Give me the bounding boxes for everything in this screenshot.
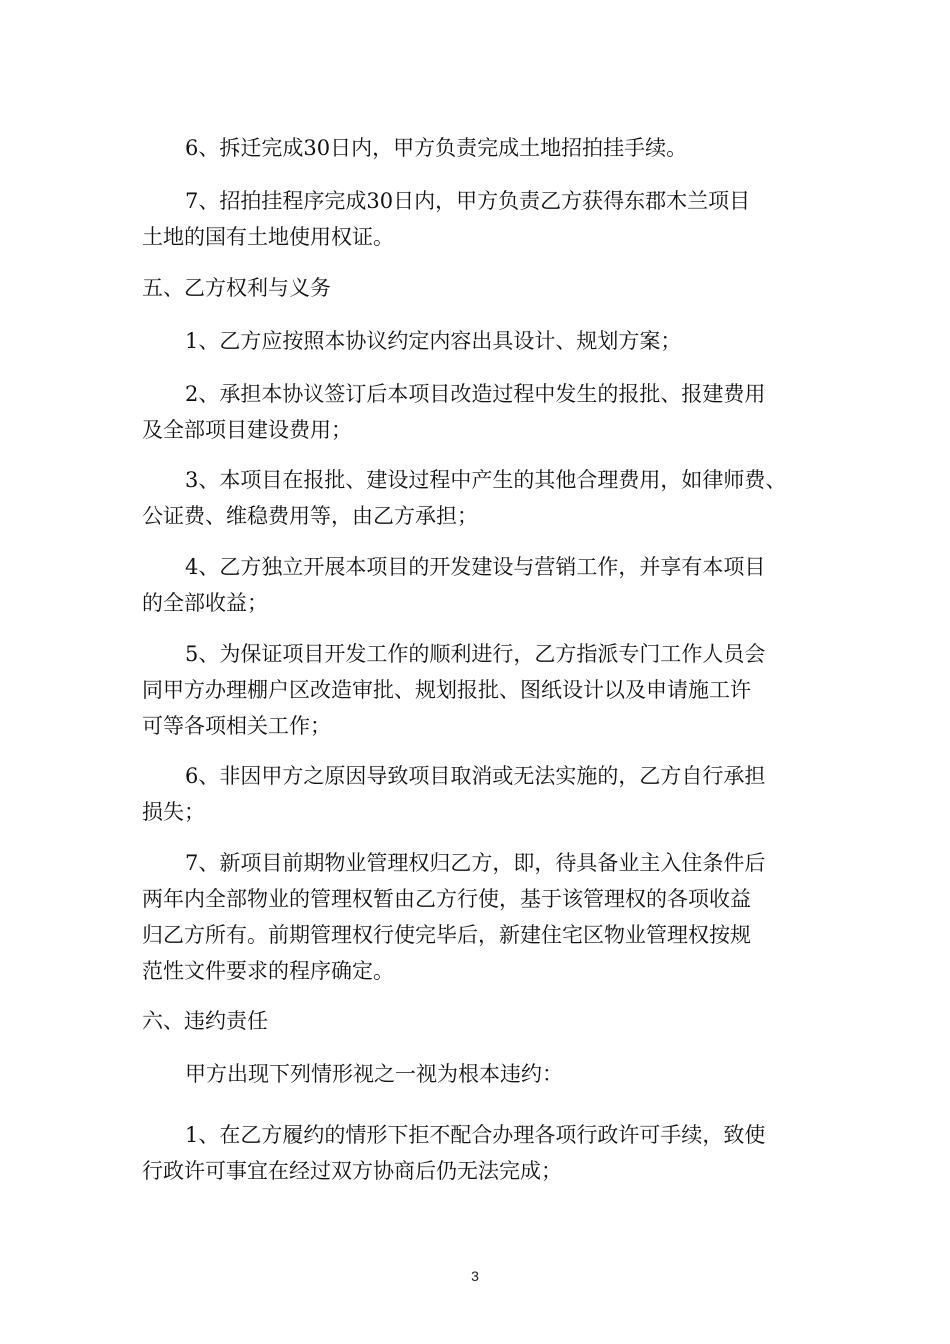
page-number: 3 [471, 1268, 479, 1284]
paragraph-line: 行政许可事宜在经过双方协商后仍无法完成； [142, 1159, 562, 1183]
paragraph-line: 公证费、维稳费用等，由乙方承担； [142, 504, 478, 528]
paragraph-line: 6、非因甲方之原因导致项目取消或无法实施的，乙方自行承担 [185, 764, 766, 788]
paragraph-clause-4-6 [142, 130, 822, 166]
paragraph-clause-5-7 [142, 845, 822, 989]
paragraph-line: 归乙方所有。前期管理权行使完毕后，新建住宅区物业管理权按规 [142, 923, 751, 947]
section-heading-6 [142, 1003, 822, 1039]
paragraph-line: 1、乙方应按照本协议约定内容出具设计、规划方案； [185, 329, 682, 353]
paragraph-line: 甲方出现下列情形视之一视为根本违约： [185, 1062, 563, 1086]
paragraph-breach-1 [142, 1117, 822, 1189]
paragraph-line: 7、招拍挂程序完成30日内，甲方负责乙方获得东郡木兰项目 [185, 189, 751, 213]
paragraph-clause-4-7 [142, 183, 822, 255]
paragraph-clause-5-3 [142, 462, 822, 534]
paragraph-line: 2、承担本协议签订后本项目改造过程中发生的报批、报建费用 [185, 382, 766, 406]
paragraph-line: 6、拆迁完成30日内，甲方负责完成土地招拍挂手续。 [185, 136, 688, 160]
section-heading-text: 六、违约责任 [142, 1009, 268, 1033]
paragraph-line: 4、乙方独立开展本项目的开发建设与营销工作，并享有本项目 [185, 555, 766, 579]
paragraph-line: 损失； [142, 800, 205, 824]
paragraph-line: 7、新项目前期物业管理权归乙方，即，待具备业主入住条件后 [185, 851, 766, 875]
paragraph-breach-intro [142, 1056, 822, 1092]
paragraph-line: 范性文件要求的程序确定。 [142, 959, 394, 983]
paragraph-clause-5-4 [142, 549, 822, 621]
paragraph-clause-5-1 [142, 323, 822, 359]
section-heading-5 [142, 270, 822, 306]
paragraph-line: 及全部项目建设费用； [142, 418, 352, 442]
paragraph-clause-5-5 [142, 636, 822, 744]
paragraph-line: 同甲方办理棚户区改造审批、规划报批、图纸设计以及申请施工许 [142, 678, 751, 702]
paragraph-clause-5-2 [142, 376, 822, 448]
paragraph-line: 1、在乙方履约的情形下拒不配合办理各项行政许可手续，致使 [185, 1123, 766, 1147]
paragraph-line: 土地的国有土地使用权证。 [142, 225, 394, 249]
paragraph-line: 3、本项目在报批、建设过程中产生的其他合理费用，如律师费、 [185, 468, 787, 492]
paragraph-line: 的全部收益； [142, 591, 268, 615]
paragraph-line: 两年内全部物业的管理权暂由乙方行使，基于该管理权的各项收益 [142, 887, 751, 911]
paragraph-line: 5、为保证项目开发工作的顺利进行，乙方指派专门工作人员会 [185, 642, 766, 666]
paragraph-clause-5-6 [142, 758, 822, 830]
paragraph-line: 可等各项相关工作； [142, 714, 331, 738]
section-heading-text: 五、乙方权利与义务 [142, 276, 331, 300]
